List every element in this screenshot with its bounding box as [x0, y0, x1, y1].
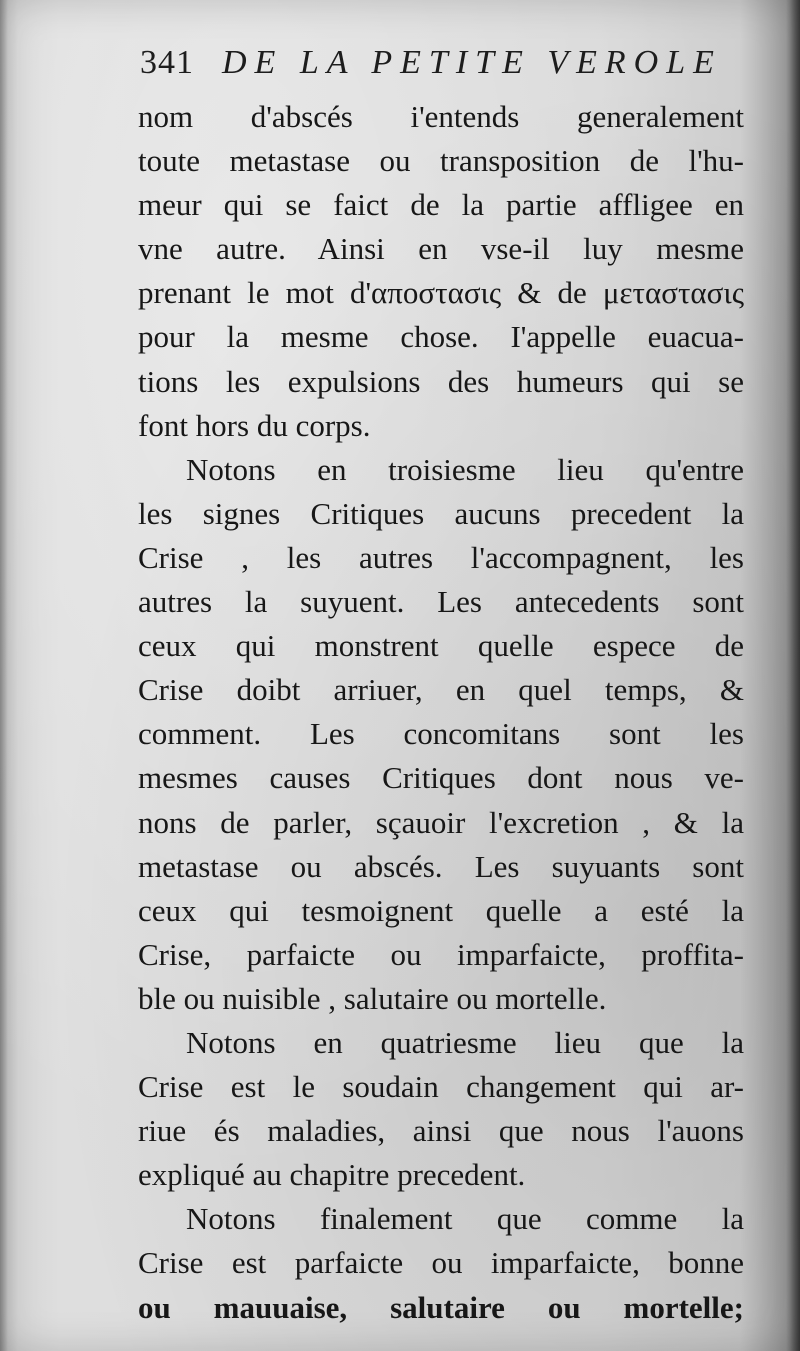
text-line: expliqué au chapitre precedent.	[138, 1157, 526, 1193]
text-line: ble ou nuisible , salutaire ou mortelle.	[138, 980, 607, 1016]
text-line: Notons finalement que comme la	[186, 1201, 744, 1237]
page-left-edge-shadow	[0, 0, 8, 1351]
text-line: nom d'abscés i'entends generalement	[138, 99, 744, 134]
text-line: pour la mesme chose. I'appelle euacua-	[138, 319, 744, 355]
text-line: nons de parler, sçauoir l'excretion , & la	[138, 804, 744, 840]
text-line: prenant le mot d'αποστασις & de μεταστασις	[138, 275, 744, 311]
text-line: font hors du corps.	[138, 407, 371, 443]
page-body-text	[138, 95, 744, 1330]
page-header	[140, 44, 740, 100]
text-line: Notons en troisiesme lieu qu'entre	[186, 451, 744, 487]
text-line: toute metastase ou transposition de l'hu-	[138, 143, 744, 179]
text-line: ceux qui monstrent quelle espece de	[138, 628, 744, 664]
running-title: DE LA PETITE VEROLE	[222, 44, 722, 81]
text-line: riue és maladies, ainsi que nous l'auons	[138, 1113, 744, 1149]
page-right-edge-shadow	[786, 0, 800, 1351]
text-line: Crise doibt arriuer, en quel temps, &	[138, 672, 744, 708]
text-line: Crise est le soudain changement qui ar-	[138, 1069, 744, 1105]
text-line: ceux qui tesmoignent quelle a esté la	[138, 892, 744, 928]
text-line: Crise, parfaicte ou imparfaicte, proffita-	[138, 936, 744, 972]
text-line: comment. Les concomitans sont les	[138, 716, 744, 752]
text-line: vne autre. Ainsi en vse-il luy mesme	[138, 231, 744, 267]
text-line: les signes Critiques aucuns precedent la	[138, 495, 744, 531]
text-line: ou mauuaise, salutaire ou mortelle;	[138, 1289, 744, 1325]
text-line: tions les expulsions des humeurs qui se	[138, 363, 744, 399]
text-line: mesmes causes Critiques dont nous ve-	[138, 760, 744, 796]
page-number: 341	[140, 44, 194, 81]
text-line: meur qui se faict de la partie affligee en	[138, 187, 744, 223]
text-line: Notons en quatriesme lieu que la	[186, 1024, 744, 1060]
text-line: Crise , les autres l'accompagnent, les	[138, 539, 744, 575]
text-line: autres la suyuent. Les antecedents sont	[138, 584, 744, 620]
text-line: Crise est parfaicte ou imparfaicte, bonne	[138, 1245, 744, 1281]
text-line: metastase ou abscés. Les suyuants sont	[138, 848, 744, 884]
